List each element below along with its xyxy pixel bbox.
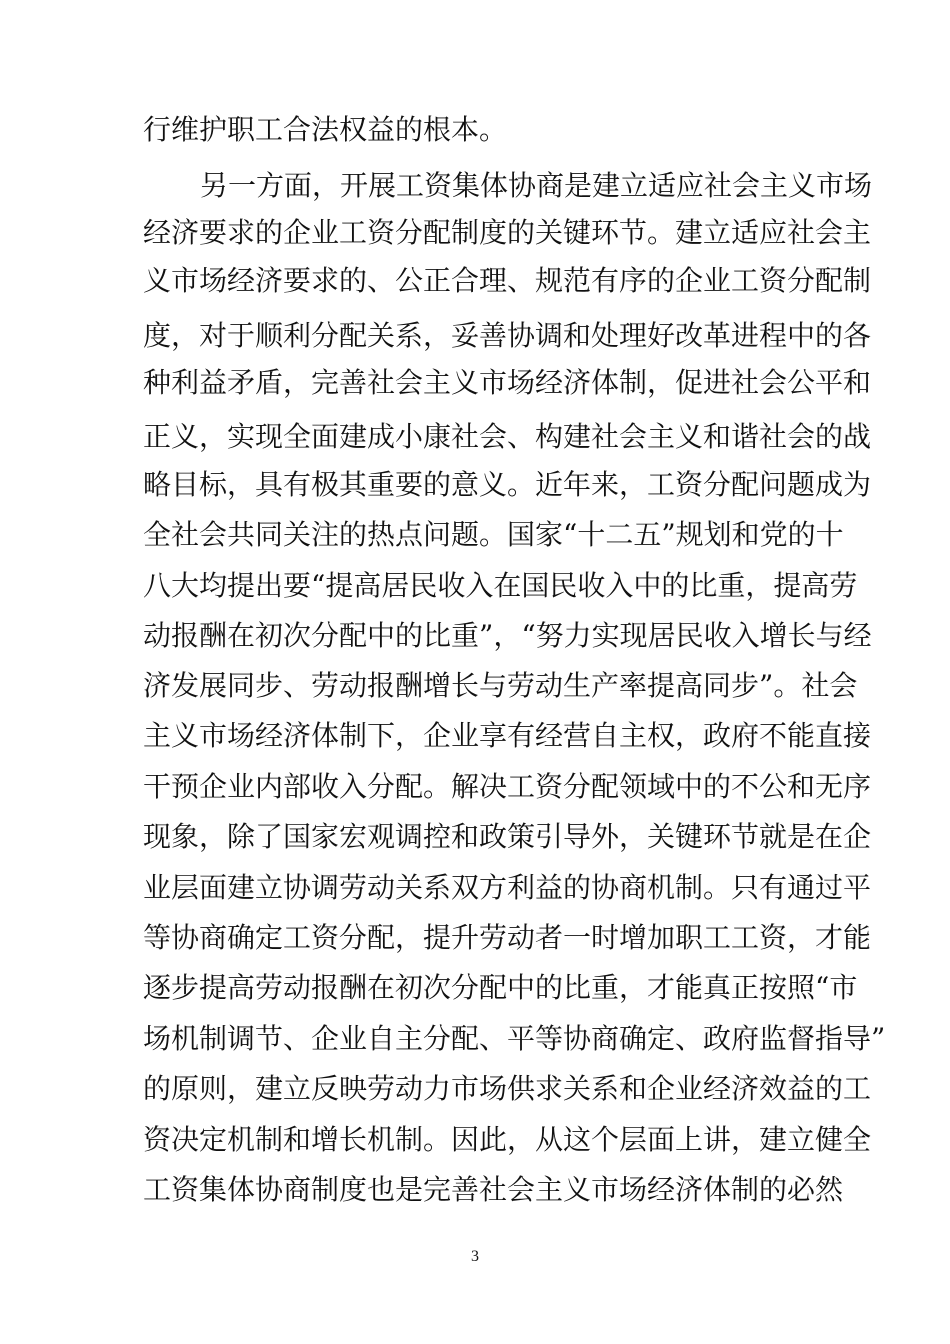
text-line: 等协商确定工资分配，提升劳动者一时增加职工工资，才能 <box>143 921 872 954</box>
text-line: 工资集体协商制度也是完善社会主义市场经济体制的必然 <box>143 1173 844 1206</box>
text-line: 资决定机制和增长机制。因此，从这个层面上讲，建立健全 <box>143 1123 872 1156</box>
text-line: 现象，除了国家宏观调控和政策引导外，关键环节就是在企 <box>143 820 872 853</box>
text-line: 主义市场经济体制下，企业享有经营自主权，政府不能直接 <box>143 719 872 752</box>
text-line: 八大均提出要“提高居民收入在国民收入中的比重，提高劳 <box>143 569 858 602</box>
text-line: 略目标，具有极其重要的意义。近年来，工资分配问题成为 <box>143 468 872 501</box>
text-line: 行维护职工合法权益的根本。 <box>143 113 508 146</box>
text-line: 场机制调节、企业自主分配、平等协商确定、政府监督指导” <box>143 1022 886 1055</box>
text-line: 全社会共同关注的热点问题。国家“十二五”规划和党的十 <box>143 518 844 551</box>
text-line: 济发展同步、劳动报酬增长与劳动生产率提高同步”。社会 <box>143 669 858 702</box>
text-line: 正义，实现全面建成小康社会、构建社会主义和谐社会的战 <box>143 420 872 453</box>
text-line: 动报酬在初次分配中的比重”，“努力实现居民收入增长与经 <box>143 619 872 652</box>
text-line: 业层面建立协调劳动关系双方利益的协商机制。只有通过平 <box>143 871 872 904</box>
text-line: 逐步提高劳动报酬在初次分配中的比重，才能真正按照“市 <box>143 971 858 1004</box>
text-line: 度，对于顺利分配关系，妥善协调和处理好改革进程中的各 <box>143 319 872 352</box>
page-number: 3 <box>471 1248 479 1265</box>
text-line: 义市场经济要求的、公正合理、规范有序的企业工资分配制 <box>143 264 872 297</box>
text-line: 的原则，建立反映劳动力市场供求关系和企业经济效益的工 <box>143 1072 872 1105</box>
text-line: 干预企业内部收入分配。解决工资分配领域中的不公和无序 <box>143 770 872 803</box>
text-line: 经济要求的企业工资分配制度的关键环节。建立适应社会主 <box>143 216 872 249</box>
paragraph-first-line: 另一方面，开展工资集体协商是建立适应社会主义市场 <box>200 169 873 202</box>
text-line: 种利益矛盾，完善社会主义市场经济体制，促进社会公平和 <box>143 366 872 399</box>
